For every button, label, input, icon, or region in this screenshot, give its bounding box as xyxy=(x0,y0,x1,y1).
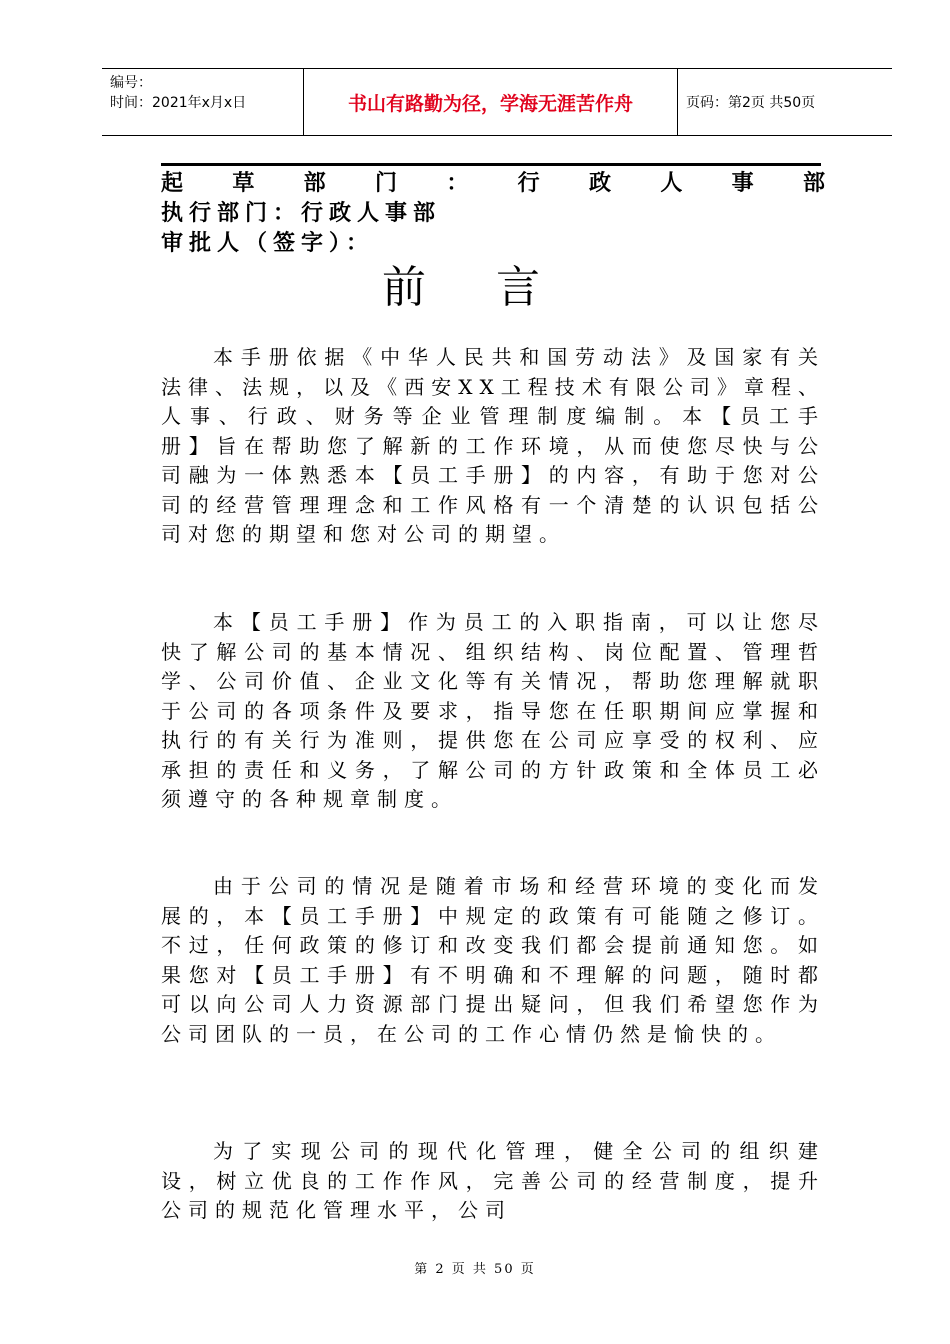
page-title: 前 言 xyxy=(382,262,568,313)
header-page-label: 页码：第2页 共50页 xyxy=(686,95,816,111)
page-footer: 第 2 页 共 50 页 xyxy=(414,1262,536,1277)
header-slogan: 书山有路勤为径，学海无涯苦作舟 xyxy=(304,69,678,135)
paragraph-3: 由于公司的情况是随着市场和经营环境的变化而发展的，本【员工手册】中规定的政策有可能随之修订。不过，任何政策的修订和改变我们都会提前通知您。如果您对【员工手册】有不明确和不理解的问题，随时都可以向公司人力资源部门提出疑问，但我们希望您作为公司团队的一员，在公司的工作心情仍然是愉快的。 xyxy=(161,874,825,1046)
header-rule xyxy=(161,163,821,166)
paragraph-2: 本【员工手册】作为员工的入职指南，可以让您尽快了解公司的基本情况、组织结构、岗位配置、管理哲学、公司价值、企业文化等有关情况，帮助您理解就职于公司的各项条件及要求，指导您在任职期间应掌握和执行的有关行为准则，提供您在公司应享受的权利、应承担的责任和义务，了解公司的方针政策和全体员工必须遵守的各种规章制度。 xyxy=(161,610,825,811)
header-table xyxy=(102,68,892,136)
approver: 审批人（签字）： xyxy=(161,230,375,256)
executing-dept: 执行部门：行政人事部 xyxy=(161,200,442,226)
drafting-dept: 起草部门：行政人事部 xyxy=(161,170,825,196)
number-label: 编号： xyxy=(110,75,152,91)
header-info-cell xyxy=(102,69,304,135)
time-label: 时间：2021年x月x日 xyxy=(110,95,247,111)
paragraph-4: 为了实现公司的现代化管理，健全公司的组织建设，树立优良的工作作风，完善公司的经营制度，提升公司的规范化管理水平，公司 xyxy=(161,1139,825,1222)
paragraph-1: 本手册依据《中华人民共和国劳动法》及国家有关法律、法规，以及《西安XX工程技术有限公司》章程、人事、行政、财务等企业管理制度编制。本【员工手册】旨在帮助您了解新的工作环境，从而使您尽快与公司融为一体熟悉本【员工手册】的内容，有助于您对公司的经营管理理念和工作风格有一个清楚的认识包括公司对您的期望和您对公司的期望。 xyxy=(161,345,825,546)
